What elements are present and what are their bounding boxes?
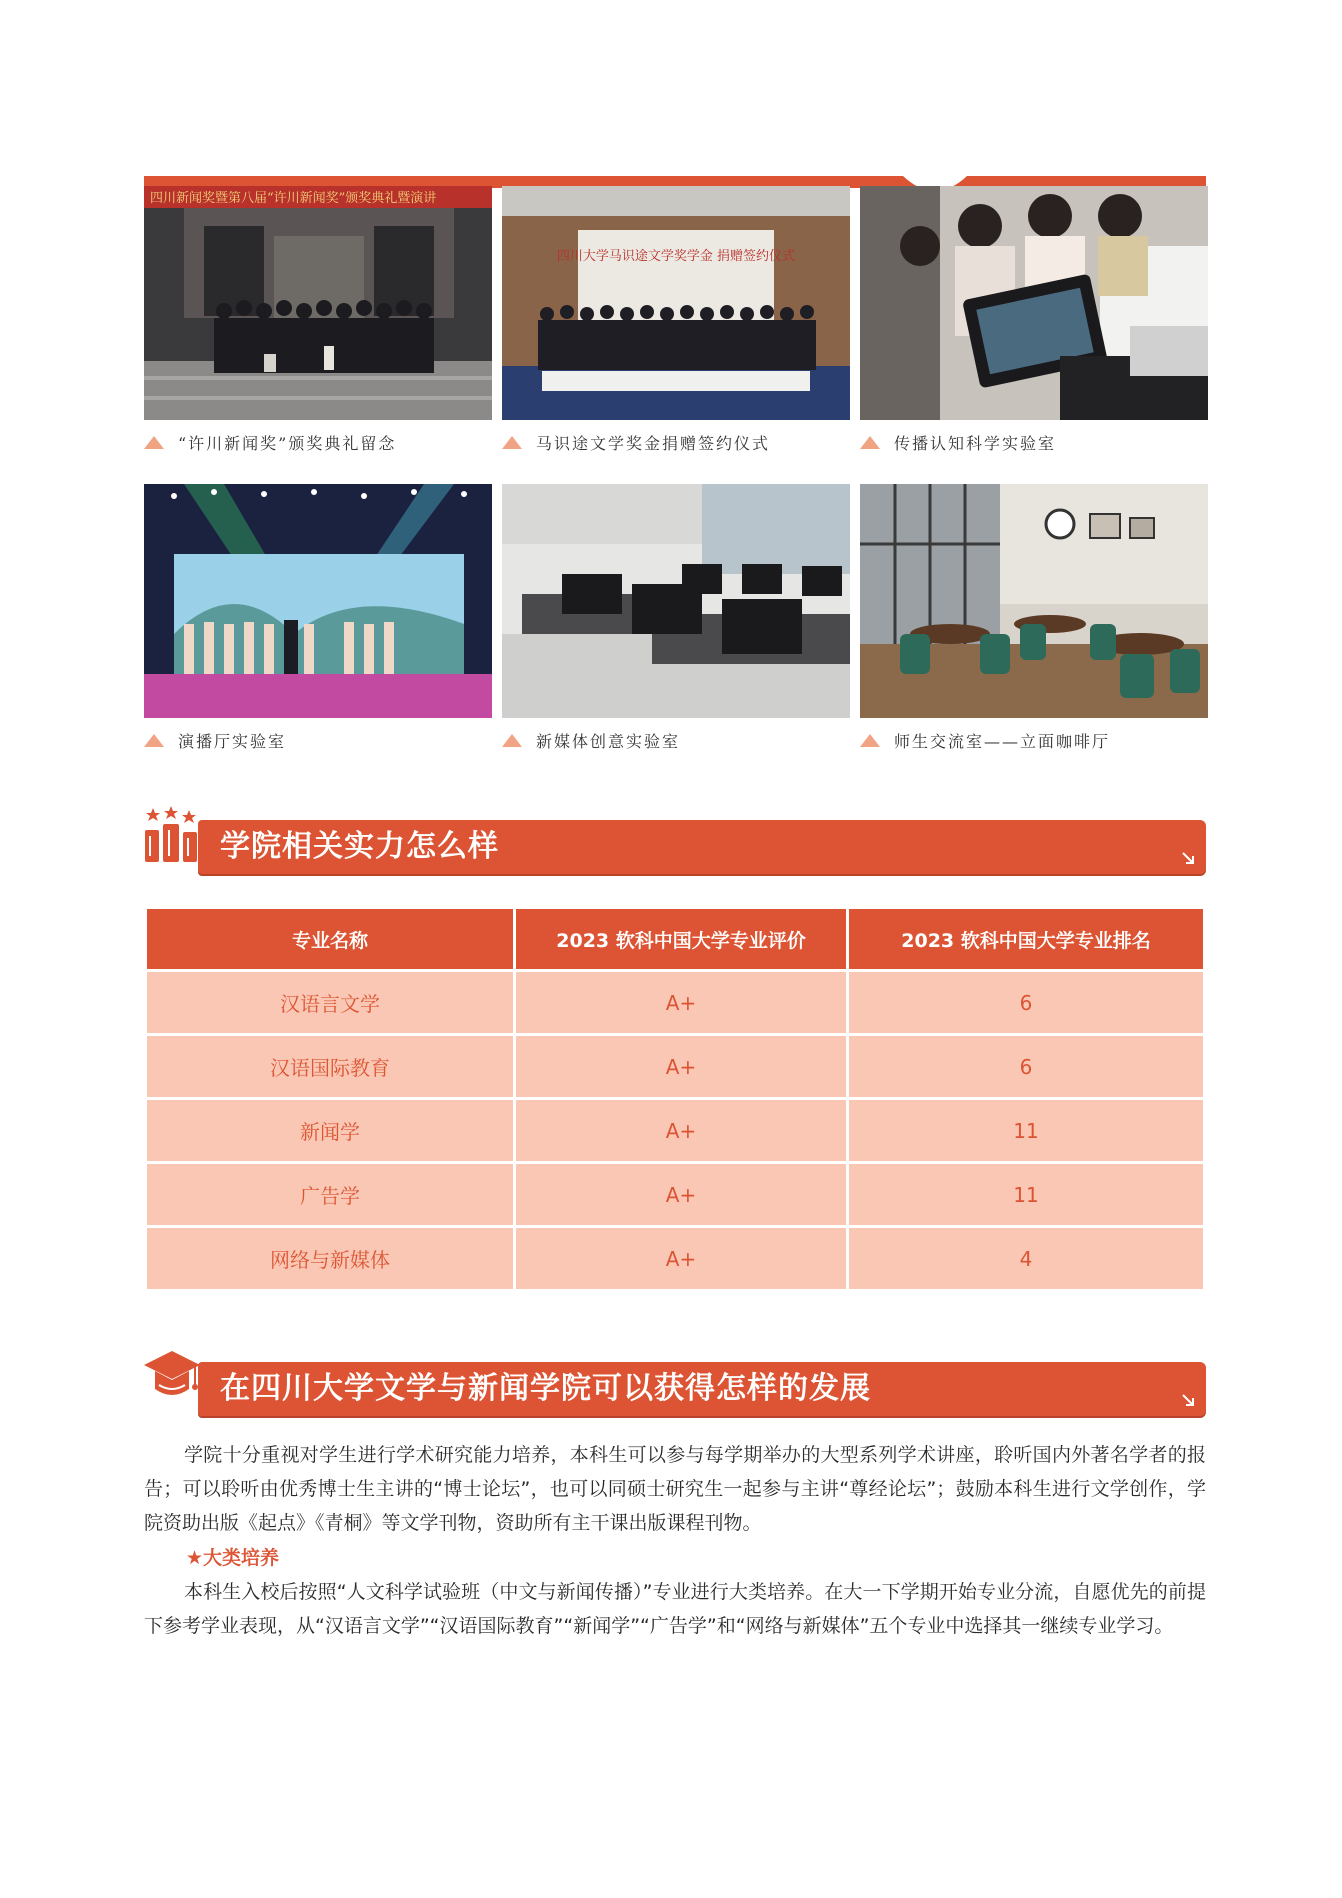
table-row (147, 1164, 1203, 1225)
photo-cafe (860, 484, 1208, 718)
cell-evaluation: A+ (516, 1100, 846, 1161)
cell-rank: 11 (849, 1100, 1203, 1161)
photo-caption (144, 430, 396, 454)
cell-rank: 4 (849, 1228, 1203, 1289)
table-row (147, 1228, 1203, 1289)
cell-rank: 6 (849, 972, 1203, 1033)
photo-caption (860, 728, 1110, 752)
caption-triangle-icon (860, 436, 880, 449)
cell-major: 汉语国际教育 (147, 1036, 513, 1097)
intro-paragraph-block (144, 1438, 1206, 1540)
section-header-strength (198, 820, 1206, 874)
caption-text: 演播厅实验室 (178, 731, 287, 751)
photo-caption (860, 430, 1056, 454)
caption-triangle-icon (860, 734, 880, 747)
caption-text: “许川新闻奖”颁奖典礼留念 (178, 433, 397, 453)
cell-major: 网络与新媒体 (147, 1228, 513, 1289)
photo-studio-lab (144, 484, 492, 718)
table-header-row (147, 909, 1203, 969)
arrow-down-right-icon (1180, 850, 1196, 866)
trophy-bars-icon (143, 806, 199, 862)
graduation-cap-icon (143, 1349, 201, 1403)
photo-caption (144, 728, 286, 752)
table-row (147, 1036, 1203, 1097)
cell-evaluation: A+ (516, 1164, 846, 1225)
cell-major: 汉语言文学 (147, 972, 513, 1033)
arrow-down-right-icon (1180, 1392, 1196, 1408)
table-row (147, 1100, 1203, 1161)
caption-text: 传播认知科学实验室 (894, 433, 1057, 453)
subhead-broad-category (186, 1543, 279, 1570)
table-row (147, 972, 1203, 1033)
section-header-development (198, 1362, 1206, 1416)
caption-triangle-icon (502, 436, 522, 449)
photo-signing-ceremony (502, 186, 850, 420)
photo-new-media-lab (502, 484, 850, 718)
caption-text: 马识途文学奖金捐赠签约仪式 (536, 433, 771, 453)
cell-major: 广告学 (147, 1164, 513, 1225)
caption-text: 师生交流室——立面咖啡厅 (894, 731, 1111, 751)
photo-banner-text: 四川大学马识途文学奖学金 捐赠签约仪式 (556, 249, 796, 264)
photo-caption (502, 430, 770, 454)
photo-award-ceremony (144, 186, 492, 420)
photo-banner-text: 四川新闻奖暨第八届“许川新闻奖”颁奖典礼暨演讲 (150, 191, 437, 206)
caption-text: 新媒体创意实验室 (536, 731, 681, 751)
intro-paragraph: 学院十分重视对学生进行学术研究能力培养，本科生可以参与每学期举办的大型系列学术讲座，聆听国内外著名学者的报告；可以聆听由优秀博士生主讲的“博士论坛”，也可以同硕士研究生一起参与主讲“尊经论坛”；鼓励本科生进行文学创作，学院资助出版《起点》《青桐》等文学刊物，资助所有主干课出版课程刊物。 (144, 1444, 1206, 1534)
cell-evaluation: A+ (516, 1228, 846, 1289)
detail-paragraph: 本科生入校后按照“人文科学试验班（中文与新闻传播）”专业进行大类培养。在大一下学期开始专业分流，自愿优先的前提下参考学业表现，从“汉语言文学”“汉语国际教育”“新闻学”“广告学”和“网络与新媒体”五个专业中选择其一继续专业学习。 (144, 1581, 1206, 1637)
section-title: 学院相关实力怎么样 (220, 829, 499, 864)
column-header-rank: 2023 软科中国大学专业排名 (849, 909, 1203, 969)
detail-paragraph-block (144, 1575, 1206, 1643)
cell-evaluation: A+ (516, 972, 846, 1033)
cell-rank: 6 (849, 1036, 1203, 1097)
photo-caption (502, 728, 680, 752)
subhead-text: 大类培养 (203, 1547, 280, 1569)
star-icon: ★ (186, 1547, 204, 1569)
photo-cognition-lab (860, 186, 1208, 420)
caption-triangle-icon (502, 734, 522, 747)
cell-evaluation: A+ (516, 1036, 846, 1097)
column-header-evaluation: 2023 软科中国大学专业评价 (516, 909, 846, 969)
caption-triangle-icon (144, 436, 164, 449)
cell-major: 新闻学 (147, 1100, 513, 1161)
caption-triangle-icon (144, 734, 164, 747)
cell-rank: 11 (849, 1164, 1203, 1225)
section-title: 在四川大学文学与新闻学院可以获得怎样的发展 (220, 1371, 871, 1406)
major-ranking-table (144, 906, 1206, 1292)
column-header-major: 专业名称 (147, 909, 513, 969)
